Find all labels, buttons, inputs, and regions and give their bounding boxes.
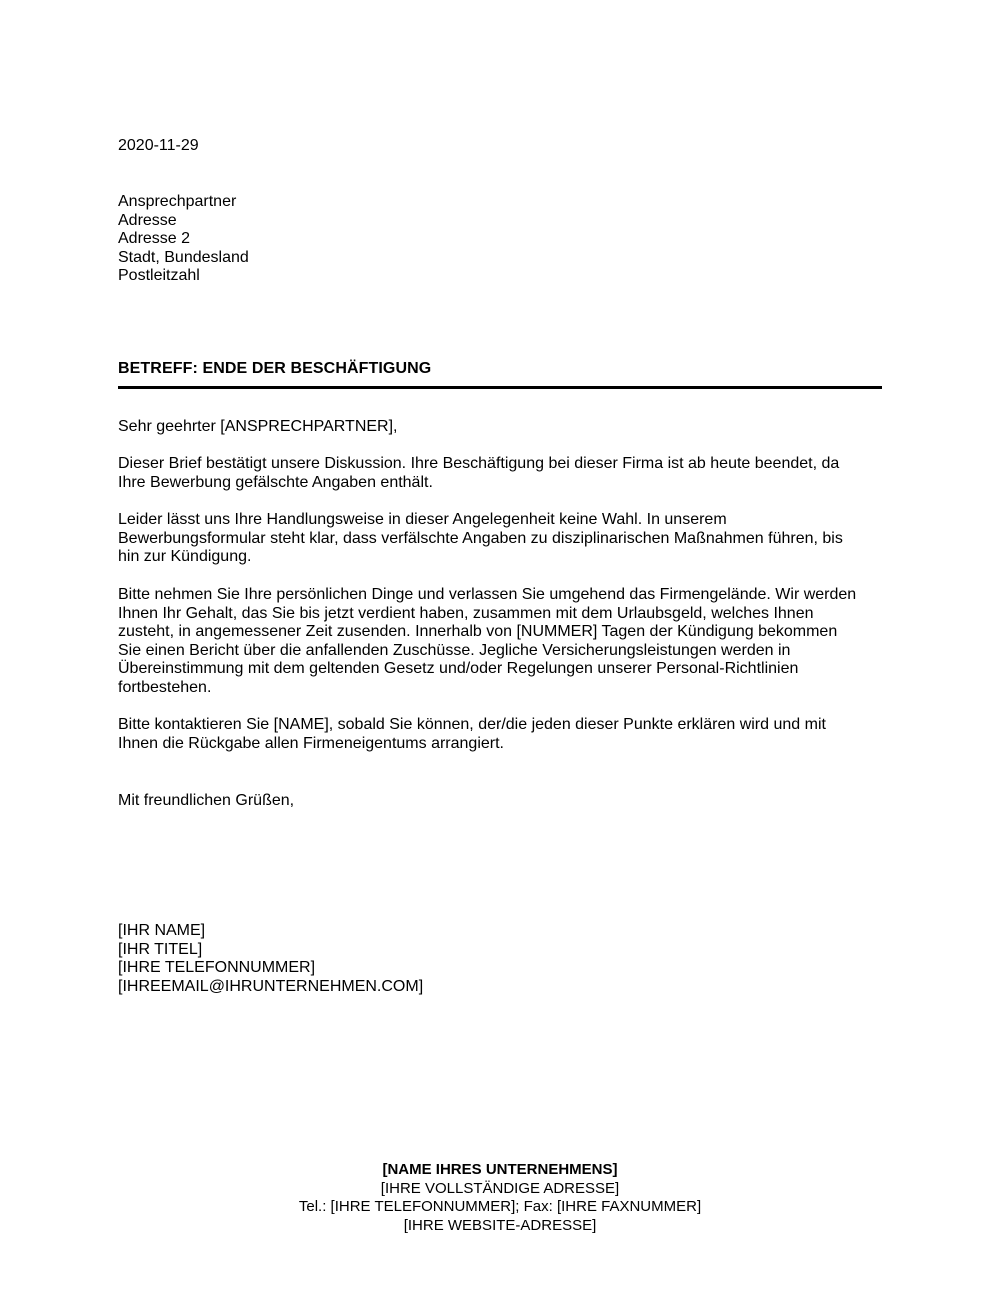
salutation-text: Sehr geehrter [ANSPRECHPARTNER], xyxy=(118,418,398,435)
footer-contact: Tel.: [IHRE TELEFONNUMMER]; Fax: [IHRE FAXNUMMER] xyxy=(298,1198,702,1216)
footer-address: [IHRE VOLLSTÄNDIGE ADRESSE] xyxy=(380,1179,620,1197)
paragraph-line: Bewerbungsformular steht klar, dass verfälschte Angaben zu disziplinarischen Maßnahmen führen, bis xyxy=(118,529,843,547)
company-footer xyxy=(0,1161,1000,1235)
paragraph-line: Leider lässt uns Ihre Handlungsweise in dieser Angelegenheit keine Wahl. In unserem xyxy=(118,511,727,528)
signature-title: [IHR TITEL] xyxy=(118,940,203,958)
letter-date xyxy=(118,137,882,156)
paragraph-line: Dieser Brief bestätigt unsere Diskussion. Ihre Beschäftigung bei dieser Firma ist ab heute beendet, da xyxy=(118,455,840,472)
closing xyxy=(118,792,882,811)
paragraph-line: Bitte nehmen Sie Ihre persönlichen Dinge und verlassen Sie umgehend das Firmengelände. Wir werden xyxy=(118,586,857,603)
signature-block xyxy=(118,922,882,996)
body-paragraph-1 xyxy=(118,455,882,492)
paragraph-line: Ihnen die Rückgabe allen Firmeneigentums arrangiert. xyxy=(118,734,504,752)
recipient-address-line-2: Adresse 2 xyxy=(118,230,191,248)
subject-text: BETREFF: ENDE DER BESCHÄFTIGUNG xyxy=(118,360,432,377)
subject-line xyxy=(118,360,882,379)
paragraph-line: Ihre Bewerbung gefälschte Angaben enthält. xyxy=(118,473,433,491)
date-text: 2020-11-29 xyxy=(118,137,199,154)
recipient-address xyxy=(118,193,882,286)
paragraph-line: hin zur Kündigung. xyxy=(118,548,252,566)
closing-text: Mit freundlichen Grüßen, xyxy=(118,792,295,809)
paragraph-line: Sie einen Bericht über die anfallenden Zuschüsse. Jegliche Versicherungsleistungen werden in xyxy=(118,641,791,659)
body-paragraph-3 xyxy=(118,586,882,698)
recipient-postal-code: Postleitzahl xyxy=(118,267,200,285)
footer-website: [IHRE WEBSITE-ADRESSE] xyxy=(403,1216,597,1234)
paragraph-line: Ihnen Ihr Gehalt, das Sie bis jetzt verdient haben, zusammen mit dem Urlaubsgeld, welches Ihnen xyxy=(118,604,814,622)
footer-company-name: [NAME IHRES UNTERNEHMENS] xyxy=(382,1161,618,1178)
recipient-city-state: Stadt, Bundesland xyxy=(118,248,249,266)
signature-email: [IHREEMAIL@IHRUNTERNEHMEN.COM] xyxy=(118,977,424,995)
paragraph-line: zusteht, in angemessener Zeit zusenden. Innerhalb von [NUMMER] Tagen der Kündigung bekommen xyxy=(118,623,838,641)
signature-phone: [IHRE TELEFONNUMMER] xyxy=(118,959,316,977)
signature-name: [IHR NAME] xyxy=(118,922,206,939)
recipient-address-line-1: Adresse xyxy=(118,211,177,229)
body-paragraph-4 xyxy=(118,716,882,753)
body-paragraph-2 xyxy=(118,511,882,567)
paragraph-line: fortbestehen. xyxy=(118,678,212,696)
paragraph-line: Bitte kontaktieren Sie [NAME], sobald Sie können, der/die jeden dieser Punkte erklären wird und mit xyxy=(118,716,826,733)
paragraph-line: Übereinstimmung mit dem geltenden Gesetz und/oder Regelungen unserer Personal-Richtlinien xyxy=(118,660,799,678)
salutation xyxy=(118,418,882,437)
subject-divider xyxy=(118,386,882,389)
recipient-contact: Ansprechpartner xyxy=(118,193,237,210)
